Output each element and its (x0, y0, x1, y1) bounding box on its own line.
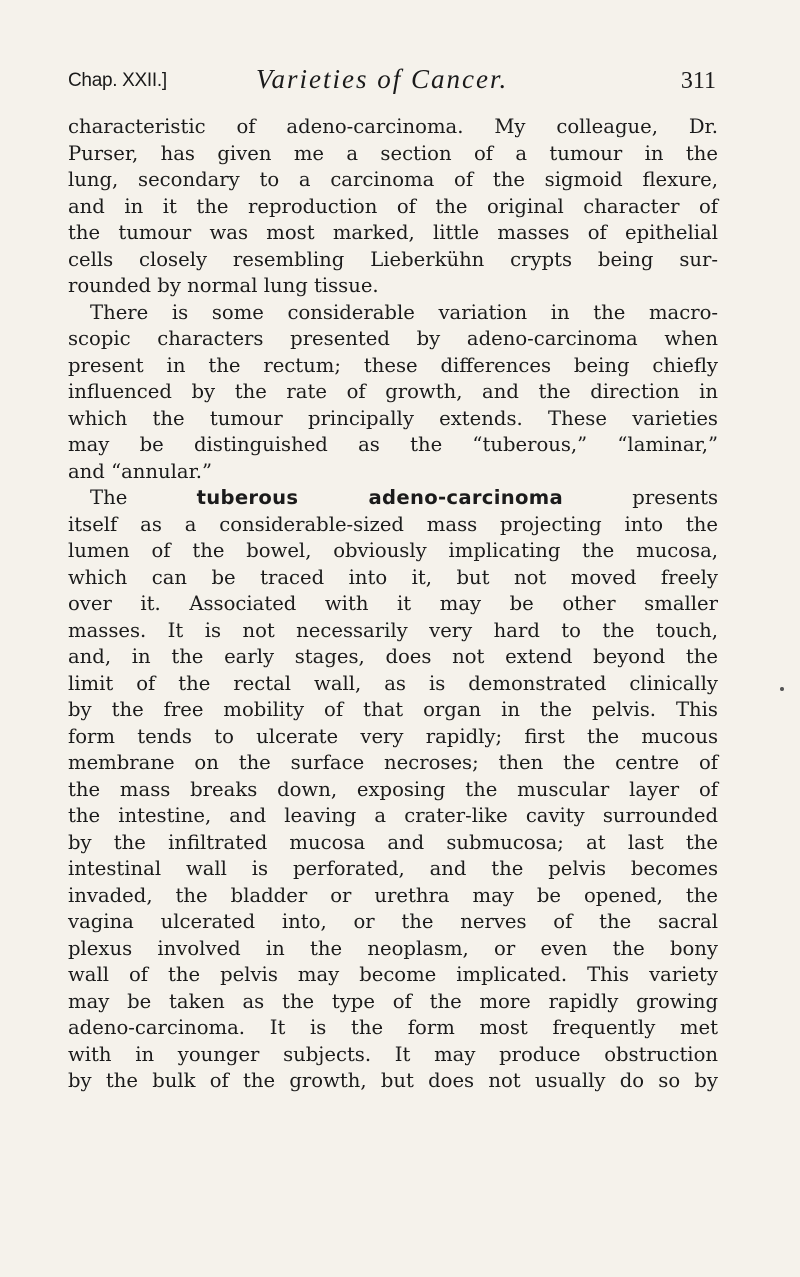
text-line: by the infiltrated mucosa and submucosa; at last the (68, 830, 718, 854)
text-line: may be distinguished as the “tuberous,” “laminar,” (68, 433, 718, 456)
text-line: itself as a considerable-sized mass projecting into the (68, 512, 718, 536)
text-line: scopic characters presented by adeno-carcinoma when (68, 327, 718, 350)
text-line: plexus involved in the neoplasm, or even the bony (68, 936, 718, 960)
text-line: lung, secondary to a carcinoma of the sigmoid flexure, (68, 168, 718, 191)
text-line: which the tumour principally extends. These varieties (68, 406, 718, 430)
text-line: the mass breaks down, exposing the muscular layer of (68, 777, 718, 801)
text-line: lumen of the bowel, obviously implicating the mucosa, (68, 539, 718, 562)
text-line: rounded by normal lung tissue. (68, 274, 379, 297)
text-line: limit of the rectal wall, as is demonstrated clinically (68, 671, 718, 695)
text-line: over it. Associated with it may be other smaller (68, 592, 718, 615)
text-line: and “annular.” (68, 459, 213, 483)
text-line: invaded, the bladder or urethra may be opened, the (68, 883, 718, 907)
text-line: Purser, has given me a section of a tumour in the (68, 141, 718, 165)
text-line: influenced by the rate of growth, and the direction in (68, 380, 718, 403)
text-line: There is some considerable variation in the macro- (90, 300, 718, 324)
bold-term: tuberous adeno-carcinoma (196, 486, 563, 509)
text-line: and, in the early stages, does not extend beyond the (68, 645, 718, 668)
body-text (68, 114, 718, 1095)
text-line: membrane on the surface necroses; then the centre of (68, 751, 718, 774)
text-line: by the bulk of the growth, but does not usually do so by (68, 1069, 718, 1092)
text-line: intestinal wall is perforated, and the pelvis becomes (68, 857, 718, 880)
text-fragment: presents (563, 486, 718, 509)
text-line: wall of the pelvis may become implicated. This variety (68, 963, 718, 986)
text-line: characteristic of adeno-carcinoma. My colleague, Dr. (68, 115, 718, 138)
text-line: the intestine, and leaving a crater-like cavity surrounded (68, 804, 718, 827)
text-line: with in younger subjects. It may produce obstruction (68, 1042, 718, 1066)
text-line: may be taken as the type of the more rapidly growing (68, 989, 718, 1013)
text-fragment: The (90, 486, 197, 509)
text-line: the tumour was most marked, little masses of epithelial (68, 221, 718, 244)
text-line: masses. It is not necessarily very hard to the touch, (68, 618, 718, 642)
page-number: 311 (680, 68, 716, 94)
page-header (68, 64, 716, 104)
paragraph-first-line (68, 485, 718, 512)
text-line: adeno-carcinoma. It is the form most frequently met (68, 1016, 718, 1039)
text-line: vagina ulcerated into, or the nerves of the sacral (68, 910, 718, 933)
text-line: form tends to ulcerate very rapidly; first the mucous (68, 724, 718, 748)
text-line: and in it the reproduction of the original character of (68, 194, 718, 218)
text-line: which can be traced into it, but not moved freely (68, 565, 718, 589)
chapter-label: Chap. XXII.] (68, 70, 167, 91)
text-line: by the free mobility of that organ in the pelvis. This (68, 698, 718, 721)
margin-mark (780, 687, 784, 691)
running-title: Varieties of Cancer. (256, 64, 509, 94)
text-line: cells closely resembling Lieberkühn crypts being sur- (68, 247, 718, 271)
text-line: present in the rectum; these differences being chiefly (68, 353, 718, 377)
